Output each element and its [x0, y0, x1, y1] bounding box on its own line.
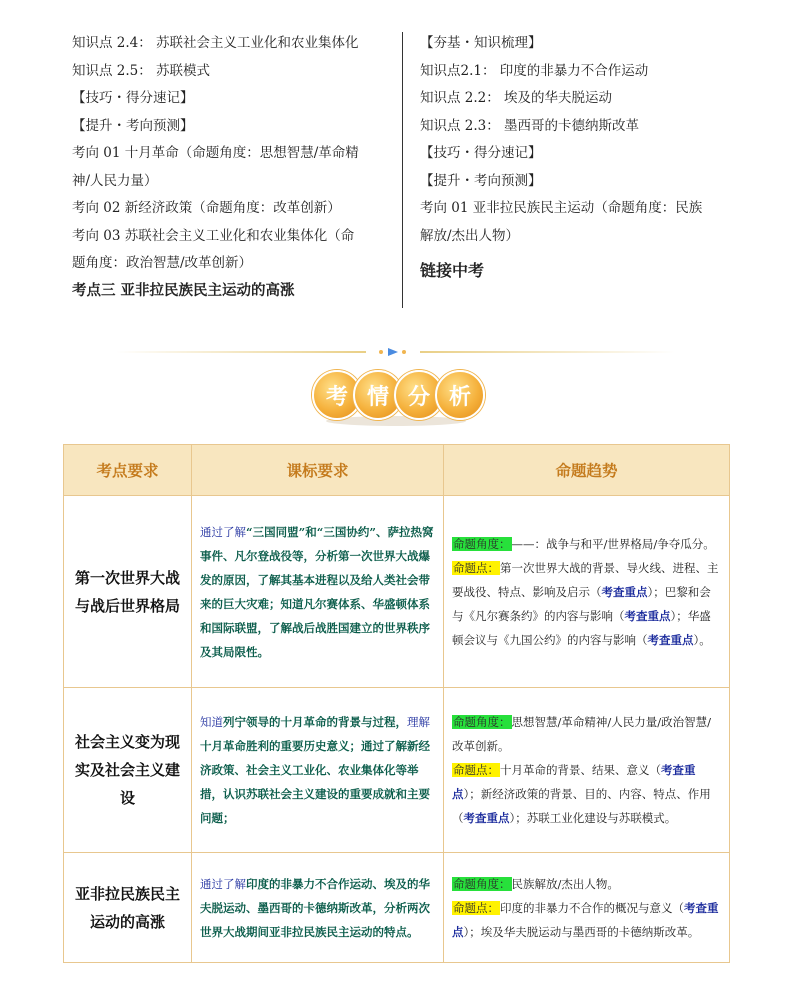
angle-label: 命题角度： — [453, 876, 511, 891]
left_column-line: 考向 03 苏联社会主义工业化和农业集体化（命 — [72, 227, 355, 244]
trend-text: 民族解放/杰出人物。 — [511, 876, 619, 891]
curriculum-text: 十月革命胜利的重要历史意义； — [200, 739, 361, 753]
table-header-row — [64, 445, 730, 496]
curriculum-text: 理解 — [407, 715, 430, 729]
curriculum-text: 通过了解 — [200, 876, 246, 891]
banner-char: 考 — [312, 370, 362, 420]
banner-char: 分 — [394, 370, 444, 420]
trend-text: 印度的非暴力不合作的概况与意义（ — [500, 900, 684, 915]
left_column-line: 考向 01 十月革命（命题角度：思想智慧/革命精 — [72, 145, 359, 161]
right_column-line: 解放/杰出人物） — [420, 227, 520, 244]
right_column-line: 【技巧・得分速记】 — [420, 145, 542, 161]
trend-text: ）。 — [693, 632, 711, 647]
right_column-line: 知识点2.1： 印度的非暴力不合作运动 — [420, 62, 649, 79]
divider-line-right — [420, 351, 675, 353]
header-topic: 考点要求 — [64, 445, 192, 496]
curriculum-text: “三国同盟”和“三国协约”、萨拉热窝事件、凡尔登战役等，分析第一次世界大战爆发的原因，了解 — [200, 524, 434, 587]
trend-cell — [444, 688, 730, 853]
key-focus-mark: 考查重点 — [647, 632, 694, 647]
topic-cell: 亚非拉民族民主运动的高涨 — [64, 853, 192, 963]
curriculum-cell — [192, 496, 444, 688]
curriculum-text: 通过了解 — [200, 524, 246, 539]
right_column-line: 【提升・考向预测】 — [420, 172, 542, 189]
trend-cell — [444, 496, 730, 688]
topic-cell: 第一次世界大战与战后世界格局 — [64, 496, 192, 688]
table-row — [64, 853, 730, 963]
curriculum-text: 通过了解新经济政策、社会主义工业化、农业集体化等举措，认识苏联社会主义建设的重要成就和主要问题； — [200, 739, 430, 825]
right_column-line: 链接中考 — [420, 261, 485, 280]
angle-label: 命题角度： — [453, 715, 511, 729]
trend-text: ）；苏联工业化建设与苏联模式。 — [509, 811, 677, 825]
section-banner — [312, 370, 480, 428]
right-outline — [420, 30, 740, 288]
right_column-line: 考向 01 亚非拉民族民主运动（命题角度：民族 — [420, 200, 703, 216]
exam-analysis-table — [63, 444, 730, 963]
banner-char: 析 — [435, 370, 485, 420]
left-outline — [72, 30, 392, 305]
left_column-line: 神/人民力量） — [72, 172, 158, 189]
trend-cell — [444, 853, 730, 963]
curriculum-text: 其基本进程以及给人类社会带来的巨大灾难；知道凡尔赛体系、华盛顿体系和国际联盟，了解战后战胜国建立的世界秩序及其局限性。 — [200, 572, 430, 659]
curriculum-text: 印度的非暴力不合作运动、埃及的华夫脱运动、墨西哥的卡德纳斯改革，分析两次世界大战期间亚非拉民族民主运动的特点。 — [200, 876, 430, 939]
right_column-line: 知识点 2.2： 埃及的华夫脱运动 — [420, 90, 613, 106]
curriculum-cell — [192, 853, 444, 963]
trend-text: ）；华盛顿会议与《九国公约》的内容与影响（ — [452, 608, 711, 647]
header-curriculum: 课标要求 — [192, 445, 444, 496]
key-focus-mark: 考查重点 — [624, 608, 671, 623]
point-label: 命题点： — [453, 763, 499, 777]
trend-text: ）；新经济政策的背景、目的、内容、特点、作用（ — [452, 787, 711, 825]
trend-text: 第一次世界大战的背景、导火线、进程、主要战役、特点、影响及启示（ — [452, 560, 719, 599]
table-row — [64, 688, 730, 853]
right_column-line: 知识点 2.3： 墨西哥的卡德纳斯改革 — [420, 117, 640, 134]
left_column-line: 考向 02 新经济政策（命题角度：改革创新） — [72, 200, 341, 216]
topic-cell: 社会主义变为现实及社会主义建设 — [64, 688, 192, 853]
column-divider — [402, 32, 403, 308]
header-trend: 命题趋势 — [444, 445, 730, 496]
key-focus-mark: 考查重点 — [452, 900, 719, 939]
trend-text: ）；巴黎和会与《凡尔赛条约》的内容与影响（ — [452, 584, 711, 623]
key-focus-mark: 考查重点 — [463, 811, 510, 825]
right_column-line: 【夯基・知识梳理】 — [420, 35, 542, 51]
point-label: 命题点： — [453, 560, 499, 575]
curriculum-text: 列宁领导的十月革命的背景与过程， — [223, 715, 407, 729]
curriculum-cell — [192, 688, 444, 853]
left_column-line: 【技巧・得分速记】 — [72, 90, 194, 106]
left_column-line: 【提升・考向预测】 — [72, 117, 194, 134]
point-label: 命题点： — [453, 900, 499, 915]
divider-ornament-icon — [372, 345, 418, 359]
trend-text: ——：战争与和平/世界格局/争夺瓜分。 — [511, 536, 715, 551]
banner-char: 情 — [353, 370, 403, 420]
angle-label: 命题角度： — [453, 536, 511, 551]
key-focus-mark: 考查重点 — [452, 763, 696, 801]
trend-text: 思想智慧/革命精神/人民力量/政治智慧/改革创新。 — [452, 715, 711, 753]
divider-line-left — [116, 351, 366, 353]
left_column-line: 考点三 亚非拉民族民主运动的高涨 — [72, 282, 295, 299]
key-focus-mark: 考查重点 — [601, 584, 648, 599]
table-row — [64, 496, 730, 688]
trend-text: 十月革命的背景、结果、意义（ — [500, 763, 661, 777]
trend-text: ）；埃及华夫脱运动与墨西哥的卡德纳斯改革。 — [463, 924, 700, 939]
left_column-line: 知识点 2.4： 苏联社会主义工业化和农业集体化 — [72, 35, 359, 51]
left_column-line: 知识点 2.5： 苏联模式 — [72, 62, 211, 79]
left_column-line: 题角度：政治智慧/改革创新） — [72, 255, 253, 271]
curriculum-text: 知道 — [200, 715, 223, 729]
